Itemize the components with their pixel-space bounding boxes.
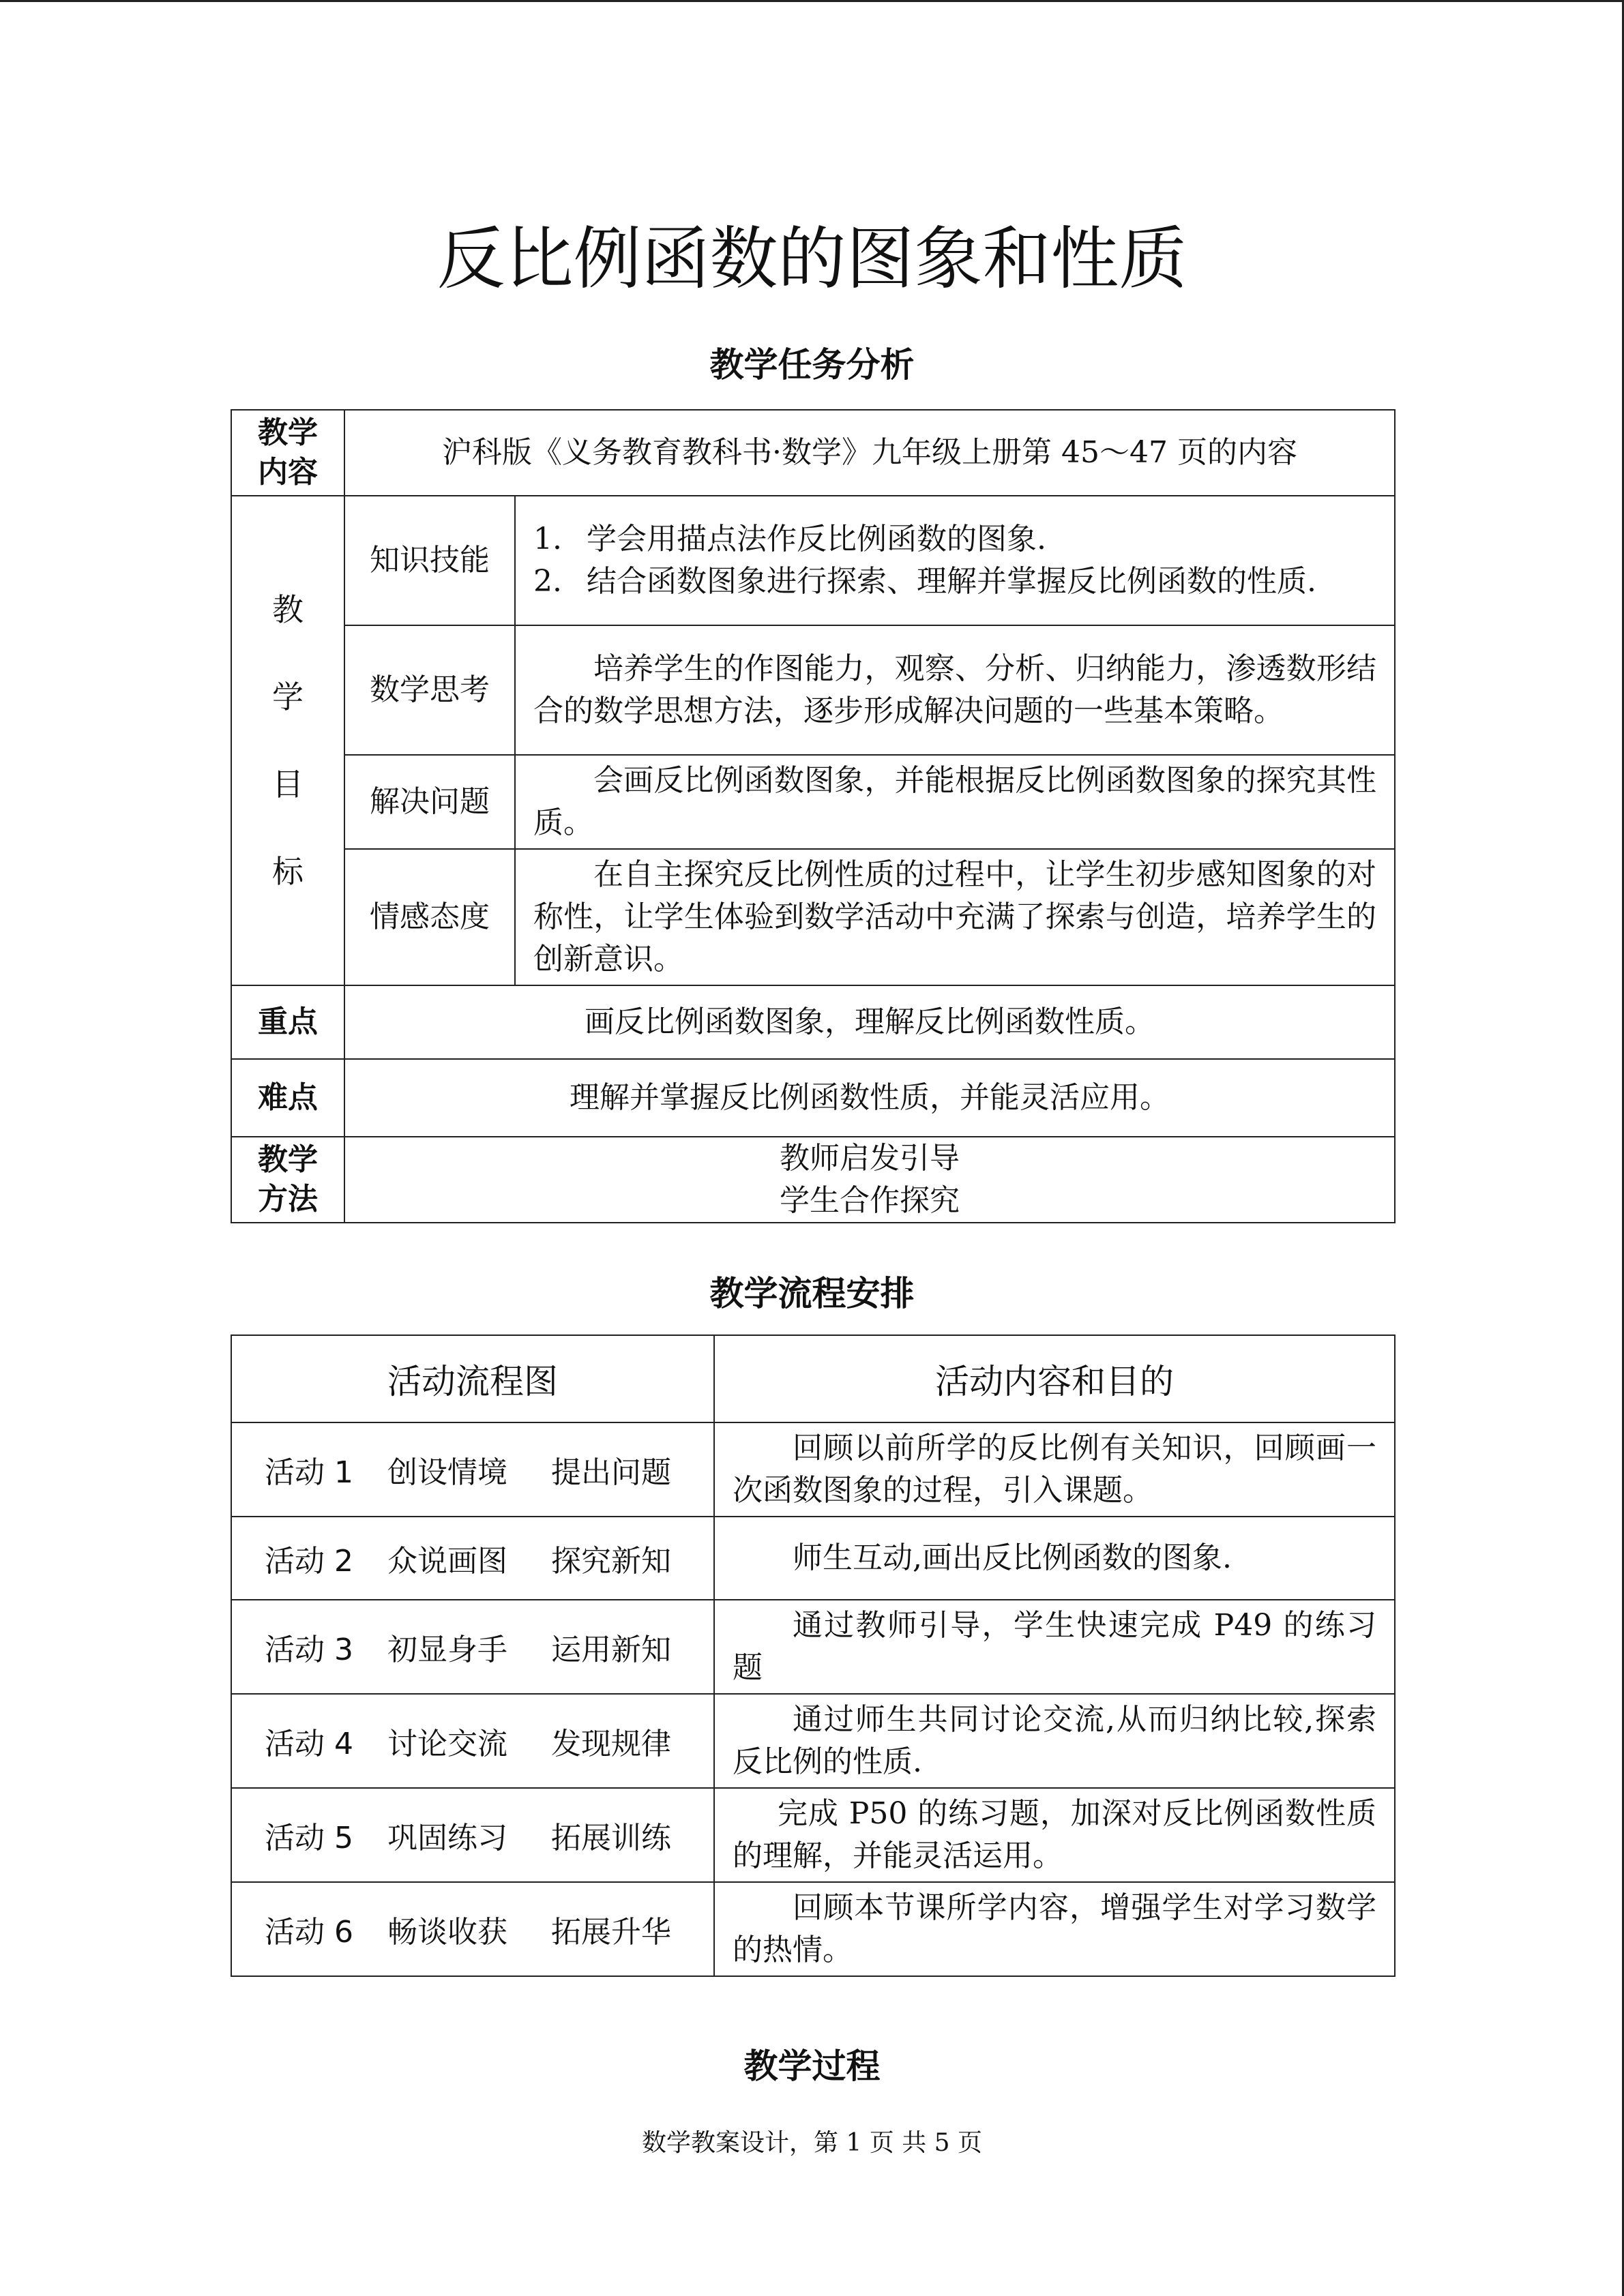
attitude-text: 在自主探究反比例性质的过程中，让学生初步感知图象的对称性，让学生体验到数学活动中充满了探索与创造，培养学生的创新意识。	[515, 849, 1395, 985]
flow-col2-header: 活动内容和目的	[714, 1335, 1395, 1422]
flow-table	[231, 1335, 1396, 1977]
flow-row	[231, 1788, 1395, 1882]
solve-label: 解决问题	[344, 755, 515, 849]
knowledge-label: 知识技能	[344, 496, 515, 625]
knowledge-item: 2. 结合函数图象进行探索、理解并掌握反比例函数的性质.	[533, 564, 1316, 599]
flow-col1-header: 活动流程图	[231, 1335, 714, 1422]
goals-label: 教 学 目 标	[231, 496, 344, 985]
flow-content: 通过教师引导，学生快速完成 P49 的练习题	[714, 1600, 1395, 1694]
flow-row	[231, 1517, 1395, 1600]
flow-activity: 活动 1 创设情境 提出问题	[231, 1422, 714, 1517]
method-label: 教学 方法	[231, 1137, 344, 1223]
content-text: 沪科版《义务教育教科书·数学》九年级上册第 45～47 页的内容	[344, 410, 1395, 496]
flow-content: 回顾本节课所学内容，增强学生对学习数学的热情。	[714, 1882, 1395, 1976]
flow-activity: 活动 4 讨论交流 发现规律	[231, 1694, 714, 1788]
flow-activity: 活动 5 巩固练习 拓展训练	[231, 1788, 714, 1882]
section-title-flow: 教学流程安排	[709, 1274, 915, 1313]
section-title-task-analysis: 教学任务分析	[709, 345, 915, 385]
solve-text: 会画反比例函数图象，并能根据反比例函数图象的探究其性质。	[515, 755, 1395, 849]
page-footer: 数学教案设计，第 1 页 共 5 页	[641, 2129, 983, 2157]
flow-activity: 活动 6 畅谈收获 拓展升华	[231, 1882, 714, 1976]
document-title: 反比例函数的图象和性质	[437, 219, 1187, 299]
page-border-top	[0, 0, 1624, 2]
flow-activity: 活动 2 众说画图 探究新知	[231, 1517, 714, 1600]
task-analysis-table	[231, 409, 1396, 1223]
flow-content: 通过师生共同讨论交流,从而归纳比较,探索反比例的性质.	[714, 1694, 1395, 1788]
flow-row	[231, 1600, 1395, 1694]
flow-activity: 活动 3 初显身手 运用新知	[231, 1600, 714, 1694]
thinking-text: 培养学生的作图能力，观察、分析、归纳能力，渗透数形结合的数学思想方法，逐步形成解决问题的一些基本策略。	[515, 625, 1395, 755]
flow-row	[231, 1694, 1395, 1788]
knowledge-items	[515, 496, 1395, 625]
difficulty-text: 理解并掌握反比例函数性质，并能灵活应用。	[344, 1059, 1395, 1137]
knowledge-item: 1. 学会用描点法作反比例函数的图象.	[533, 522, 1046, 556]
flow-row	[231, 1882, 1395, 1976]
difficulty-label: 难点	[231, 1059, 344, 1137]
key-label: 重点	[231, 985, 344, 1059]
method-text: 教师启发引导 学生合作探究	[344, 1137, 1395, 1223]
attitude-label: 情感态度	[344, 849, 515, 985]
thinking-label: 数学思考	[344, 625, 515, 755]
flow-content: 回顾以前所学的反比例有关知识，回顾画一次函数图象的过程，引入课题。	[714, 1422, 1395, 1517]
key-text: 画反比例函数图象，理解反比例函数性质。	[344, 985, 1395, 1059]
flow-content: 师生互动,画出反比例函数的图象.	[714, 1517, 1395, 1600]
flow-row	[231, 1422, 1395, 1517]
content-label: 教学 内容	[231, 410, 344, 496]
section-title-process: 教学过程	[743, 2046, 881, 2086]
flow-content: 完成 P50 的练习题，加深对反比例函数性质的理解，并能灵活运用。	[714, 1788, 1395, 1882]
